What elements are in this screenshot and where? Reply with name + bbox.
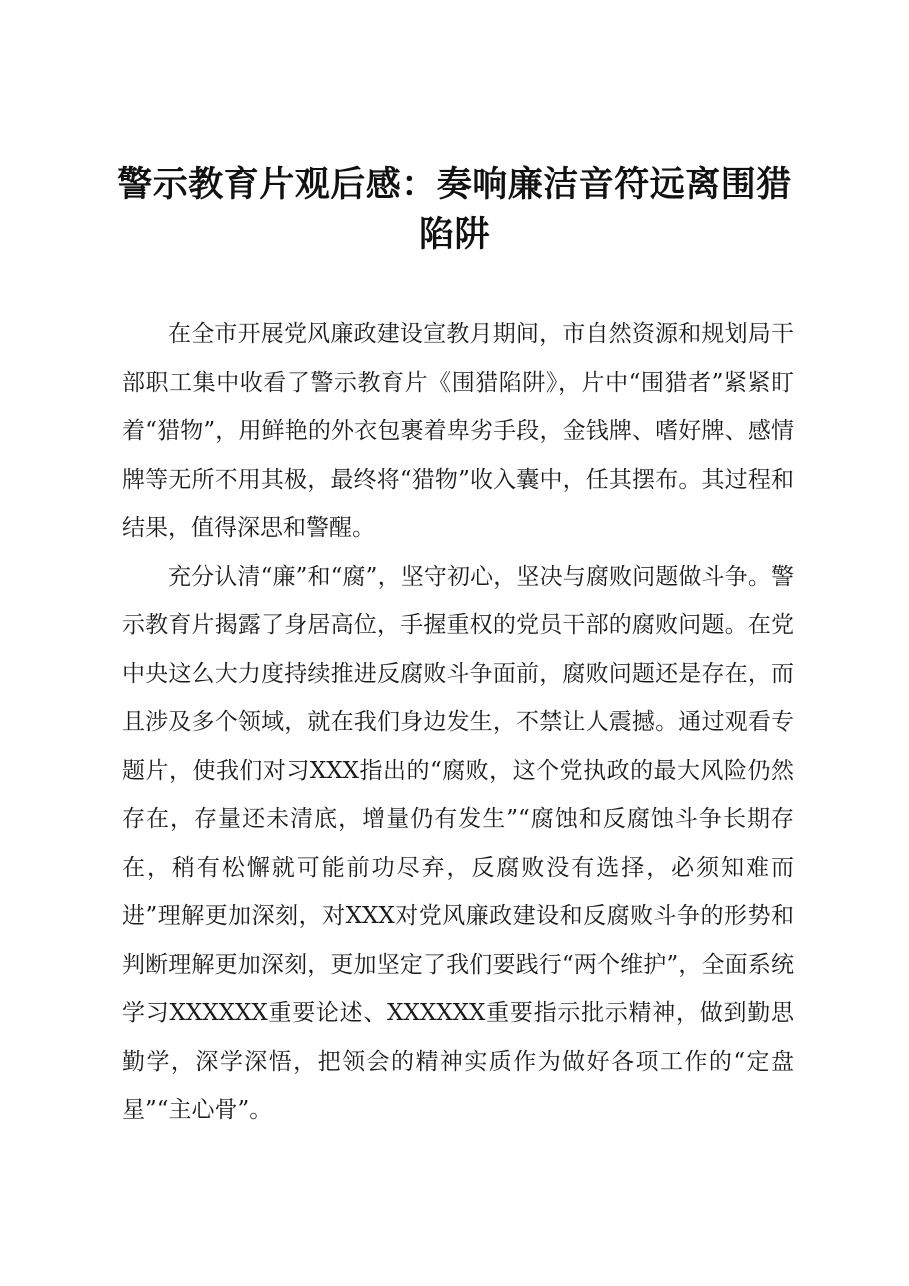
paragraph: 在全市开展党风廉政建设宣教月期间，市自然资源和规划局干部职工集中收看了警示教育片《围猎陷阱》，片中“围猎者”紧紧盯着“猎物”，用鲜艳的外衣包裹着卑劣手段，金钱牌、嗜好牌、感情牌等无所不用其极，最终将“猎物”收入囊中，任其摆布。其过程和结果，值得深思和警醒。 — [122, 321, 794, 541]
document-title: 警示教育片观后感：奏响廉洁音符远离围猎陷阱 — [117, 164, 792, 255]
paragraph: 充分认清“廉”和“腐”，坚守初心，坚决与腐败问题做斗争。警示教育片揭露了身居高位，手握重权的党员干部的腐败问题。在党中央这么大力度持续推进反腐败斗争面前，腐败问题还是存在，而且涉及多个领域，就在我们身边发生，不禁让人震撼。通过观看专题片，使我们对习XXX指出的“腐败，这个党执政的最大风险仍然存在，存量还未清底，增量仍有发生”“腐蚀和反腐蚀斗争长期存在，稍有松懈就可能前功尽弃，反腐败没有选择，必须知难而进”理解更加深刻，对XXX对党风廉政建设和反腐败斗争的形势和判断理解更加深刻，更加坚定了我们要践行“两个维护”，全面系统学习XXXXXX重要论述、XXXXXX重要指示批示精神，做到勤思勤学，深学深悟，把领会的精神实质作为做好各项工作的“定盘星”“主心骨”。 — [122, 563, 794, 1123]
document-body — [122, 310, 794, 1135]
